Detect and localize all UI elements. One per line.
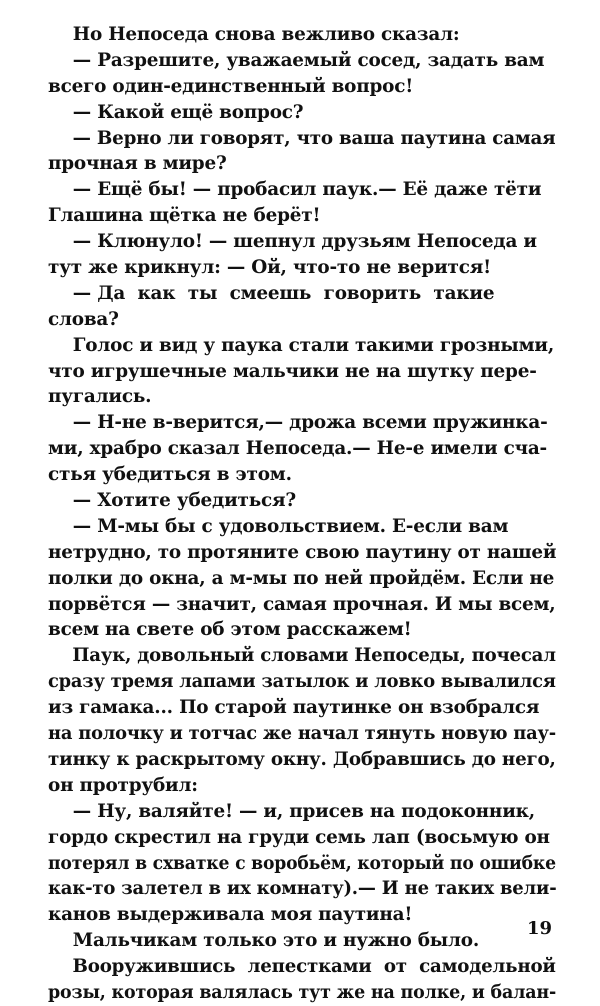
text-line: Но Непоседа снова вежливо сказал: (48, 24, 460, 45)
text-line: из гамака... По старой паутинке он взобрался (48, 697, 540, 719)
text-line: — Верно ли говорят, что ваша паутина самая (48, 127, 556, 149)
text-line: как-то залетел в их комнату).— И не таких вели- (48, 878, 557, 900)
text-line: Голос и вид у паука стали такими грозными, (48, 334, 555, 356)
text-line: полки до окна, а м-мы по ней пройдём. Если не (48, 567, 555, 589)
text-line: — Хотите убедиться? (48, 490, 296, 512)
text-line: канов выдерживала моя паутина! (48, 904, 413, 926)
text-line: — М-мы бы с удовольствием. Е-если вам (48, 515, 509, 537)
text-line: гордо скрестил на груди семь лап (восьмую он (48, 826, 550, 848)
text-line: ми, храбро сказал Непоседа.— Не-е имели сча- (48, 438, 547, 460)
page-number: 19 (526, 918, 552, 939)
text-line: — Н-не в-верится,— дрожа всеми пружинка- (48, 412, 548, 434)
text-line: — Какой ещё вопрос? (48, 101, 304, 123)
text-line: — Клюнуло! — шепнул друзьям Непоседа и (48, 231, 537, 253)
text-line: прочная в мире? (48, 153, 227, 175)
text-line: — Ну, валяйте! — и, присев на подоконник, (48, 800, 535, 822)
text-line: Паук, довольный словами Непоседы, почесал (48, 645, 556, 667)
text-line: слова? (48, 308, 119, 330)
text-line: пугались. (48, 386, 152, 408)
text-line: — Ещё бы! — пробасил паук.— Её даже тёти (48, 179, 542, 201)
text-line: порвётся — значит, самая прочная. И мы всем, (48, 593, 556, 615)
text-line: стья убедиться в этом. (48, 464, 292, 486)
text-line: всего один-единственный вопрос! (48, 75, 414, 97)
text-line: Глашина щётка не берёт! (48, 205, 321, 227)
text-line: тут же крикнул: — Ой, что-то не верится! (48, 257, 491, 279)
text-line: всем на свете об этом расскажем! (48, 619, 412, 641)
text-line: розы, которая валялась тут же на полке, и балан- (48, 981, 557, 1003)
text-line: тинку к раскрытому окну. Добравшись до него, (48, 748, 556, 770)
text-line: он протрубил: (48, 774, 198, 796)
text-line: Мальчикам только это и нужно было. (48, 930, 480, 952)
text-line: потерял в схватке с воробьём, который по ошибке (48, 852, 556, 874)
text-line: на полочку и тотчас же начал тянуть новую пау- (48, 723, 556, 745)
text-line: нетрудно, то протяните свою паутину от нашей (48, 541, 557, 563)
page-text (48, 22, 556, 1006)
text-line: — Разрешите, уважаемый сосед, задать вам (48, 49, 545, 71)
text-line: что игрушечные мальчики не на шутку пере- (48, 360, 537, 382)
text-line: сразу тремя лапами затылок и ловко вывалился (48, 671, 556, 693)
text-line: Вооружившись лепестками от самодельной (48, 956, 556, 978)
text-line: — Да как ты смеешь говорить такие (48, 282, 495, 304)
